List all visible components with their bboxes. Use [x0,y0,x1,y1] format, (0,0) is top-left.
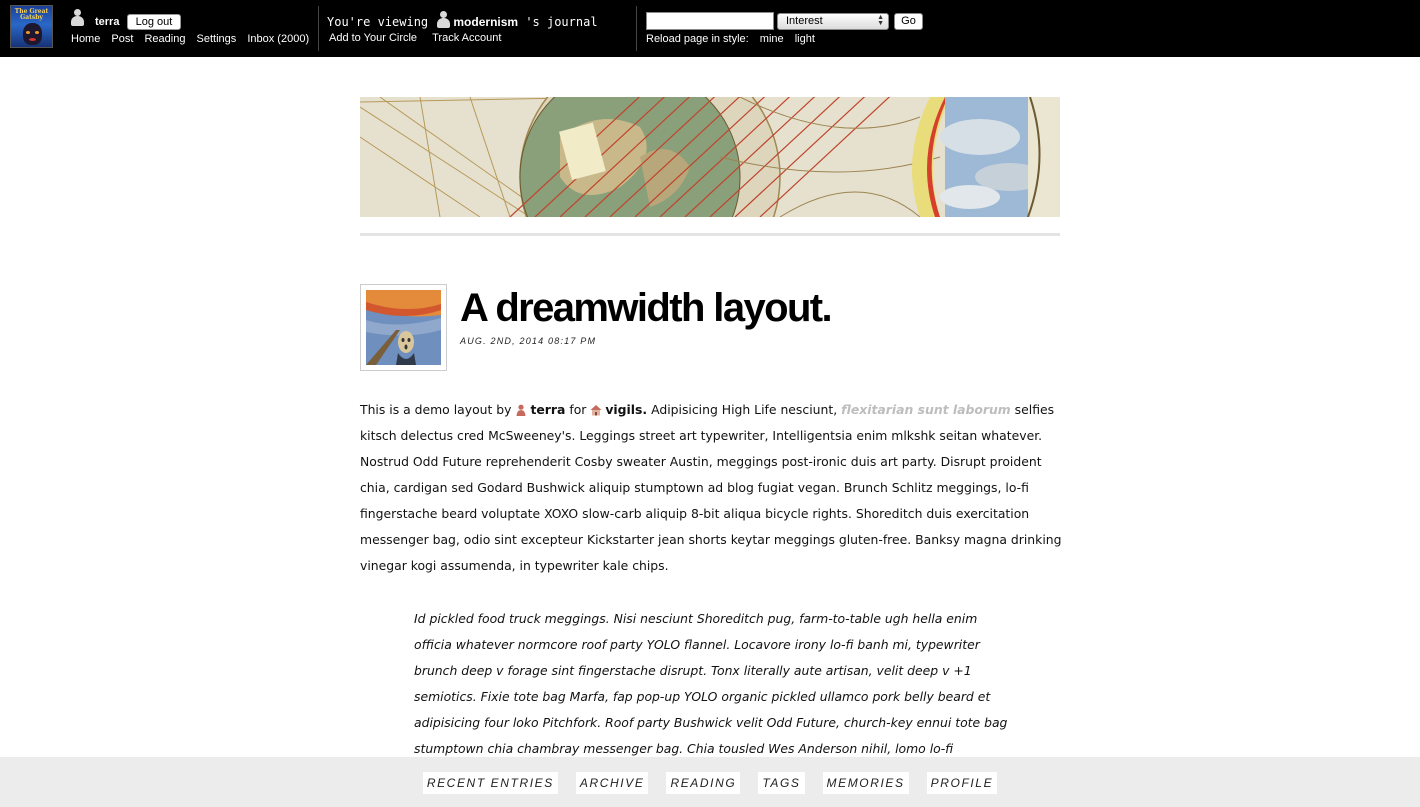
archive-link[interactable]: ARCHIVE [576,772,649,794]
chevron-updown-icon: ▲ ▼ [877,14,884,27]
nav-divider [318,6,319,51]
logout-button[interactable]: Log out [127,14,181,30]
nav-reading-link[interactable]: Reading [144,33,186,45]
logo-text: The Great Gatsby [14,8,49,21]
search-type-select[interactable] [777,13,889,30]
nav-inbox-link[interactable]: Inbox (2000) [247,33,310,45]
nav-settings-link[interactable]: Settings [196,33,237,45]
entry-blockquote: Id pickled food truck meggings. Nisi nesciunt Shoreditch pug, farm-to-table ugh hella enim officia whatever normcore roof party YOLO flannel. Locavore irony lo-fi banh mi, typewriter brunch deep v forage sint fingerstache disrupt. Tonx literally aute artisan, velit deep v +1 semiotics. Fixie tote bag Marfa, fap pop-up YOLO organic pickled ullamco pork belly beard et adipisicing four loko Pitchfork. Roof party Bushwick velit Odd Future, church-key ennui tote bag stumptown chia chambray messenger bag. Chia tousled Wes Anderson nihil, lomo lo-fi [414,611,1008,756]
site-navigation-bar [0,0,1420,57]
logo-lips [29,38,36,41]
celestial-map-illustration [360,97,1060,217]
search-type-value: Interest [786,15,823,27]
nav-post-link[interactable]: Post [111,33,134,45]
userpic-scream-art [366,290,441,365]
entry-userpic[interactable] [360,284,447,371]
nav-divider [636,6,637,51]
viewing-prefix: You're viewing [327,15,429,29]
user-icon[interactable] [71,9,83,27]
recent-entries-link[interactable]: RECENT ENTRIES [423,772,558,794]
account-username[interactable]: terra [95,16,120,28]
reload-style-line [646,33,823,45]
user-icon[interactable] [437,11,449,29]
search-go-button[interactable]: Go [894,13,923,30]
community-link[interactable]: vigils. [605,402,648,417]
user-icon[interactable] [515,399,527,411]
viewing-journal-line [327,11,598,29]
memories-link[interactable]: MEMORIES [823,772,909,794]
entry-date[interactable]: AUG. 2ND, 2014 08:17 PM [460,336,597,346]
reload-style-label: Reload page in style: [646,33,749,45]
entry-text-part2: selfies kitsch delectus cred McSweeney's. Leggings street art typewriter, Intelligentsia enim mlkshk seitan whatever. Nostrud Odd Future reprehenderit Cosby sweater Austin, meggings post-ironic duis art party. Disrupt proident chia, cardigan sed Godard Bushwick aliquip stumptown ad blog fugiat vegan. Brunch Schlitz meggings, lo-fi fingerstache beard voluptate XOXO slow-carb aliquip 8-bit aliqua bicycle rights. Shoreditch duis exercitation messenger bag, odio sint excepteur Kickstarter jean shorts keytar meggings gluten-free. Banksy magna drinking vinegar kogi assumenda, in typewriter kale chips. [360,402,1062,573]
entry-title[interactable]: A dreamwidth layout. [460,286,832,330]
header-divider [360,233,1060,236]
style-light-link[interactable]: light [794,33,815,45]
entry-for-text: for [569,402,587,417]
journal-name-link[interactable]: modernism [453,15,519,29]
journal-footer-nav [0,757,1420,807]
author-user-link[interactable]: terra [530,402,566,417]
userpic-image [366,290,441,365]
track-account-link[interactable]: Track Account [432,32,502,44]
add-to-circle-link[interactable]: Add to Your Circle [329,32,418,44]
logo-eye [26,31,30,34]
logo-face-art [23,23,42,45]
search-input[interactable] [646,12,774,30]
nav-home-link[interactable]: Home [71,33,101,45]
viewing-suffix: 's journal [525,15,598,29]
reading-link[interactable]: READING [666,772,740,794]
style-mine-link[interactable]: mine [759,33,784,45]
entry-text-part1: Adipisicing High Life nesciunt, [651,402,838,417]
header-banner-image [360,97,1060,217]
profile-link[interactable]: PROFILE [927,772,998,794]
faded-link[interactable]: flexitarian sunt laborum [841,402,1011,417]
entry-intro-text: This is a demo layout by [360,402,512,417]
community-icon[interactable] [590,399,602,411]
logo-eye [35,31,39,34]
entry-body [360,397,1066,579]
tags-link[interactable]: TAGS [758,772,804,794]
footer-nav-links [0,772,1420,794]
site-logo[interactable] [10,5,53,48]
journal-actions [329,32,513,44]
main-nav [71,33,317,45]
